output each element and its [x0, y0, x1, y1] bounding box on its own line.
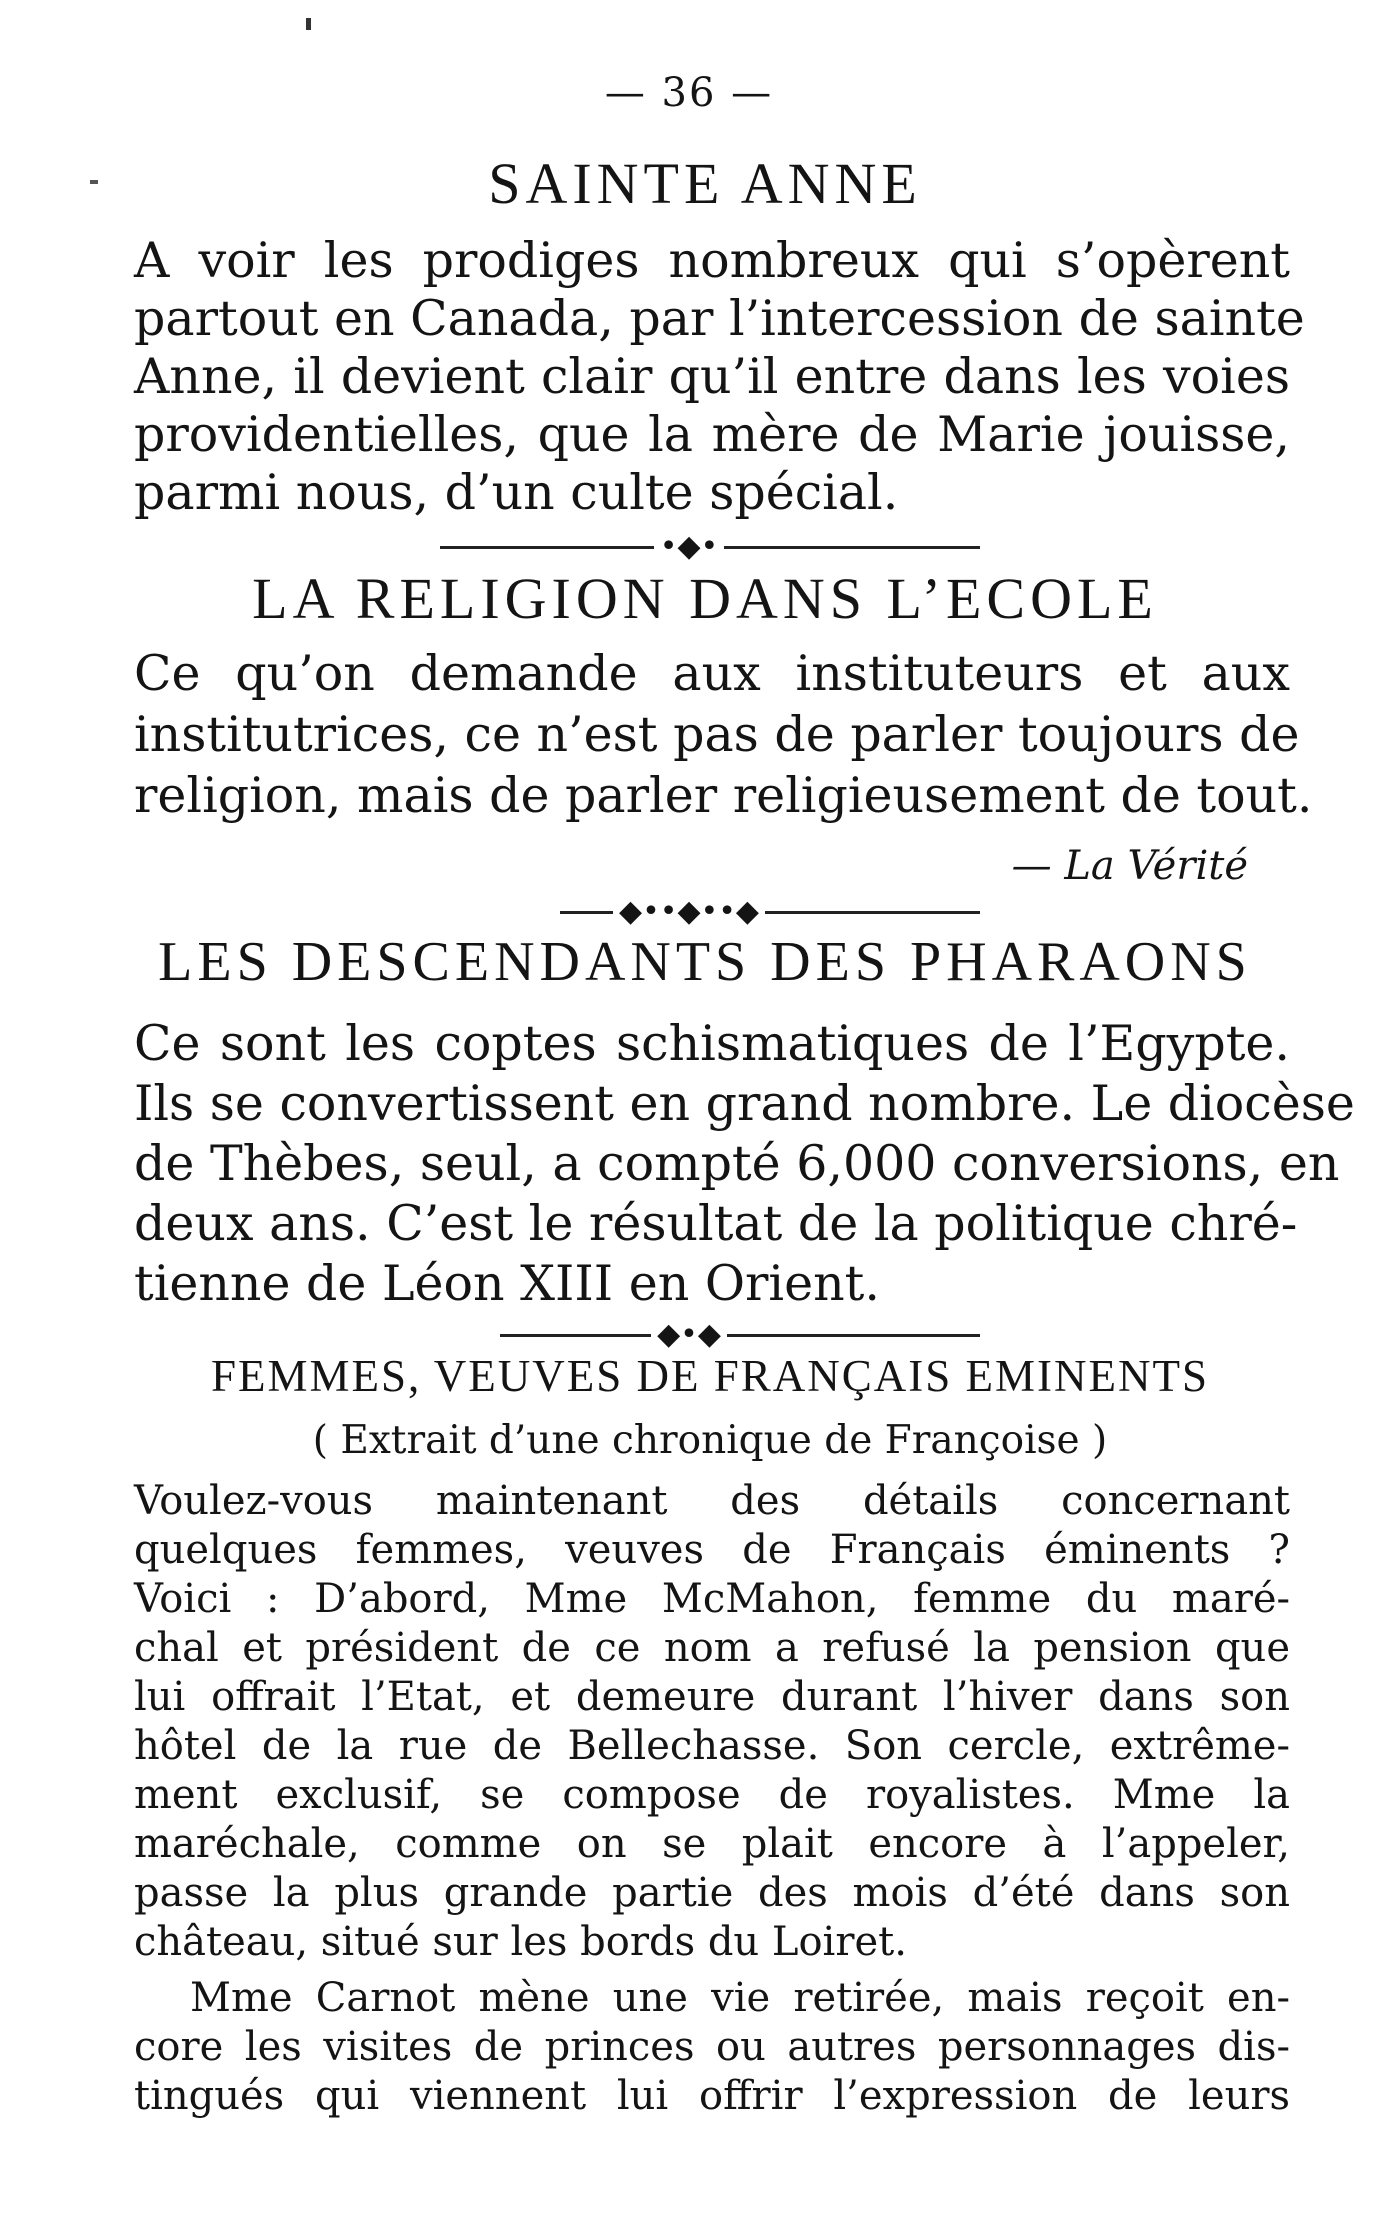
- paragraph-line: parmi nous, d’un culte spécial.: [134, 464, 899, 521]
- paragraph-line: Ils se convertissent en grand nombre. Le diocèse: [134, 1075, 1355, 1132]
- paragraph-line: lui offrait l’Etat, et demeure durant l’hiver dans son: [134, 1674, 1290, 1720]
- paragraph-line: providentielles, que la mère de Marie jouisse,: [134, 406, 1290, 463]
- paragraph-line: Ce qu’on demande aux instituteurs et aux: [134, 645, 1290, 702]
- paragraph-line: passe la plus grande partie des mois d’été dans son: [134, 1870, 1290, 1916]
- attribution: — La Vérité: [1011, 843, 1248, 889]
- section-title-religion: LA RELIGION DANS L’ECOLE: [252, 566, 1158, 631]
- paragraph-line: chal et président de ce nom a refusé la pension que: [134, 1625, 1290, 1671]
- paragraph-line: Ce sont les coptes schismatiques de l’Egypte.: [134, 1015, 1290, 1072]
- paragraph-line: Voulez-vous maintenant des détails concernant: [134, 1478, 1290, 1524]
- paragraph-line: core les visites de princes ou autres personnages dis-: [134, 2024, 1290, 2070]
- paragraph-line: château, situé sur les bords du Loiret.: [134, 1919, 907, 1965]
- section-title-femmes: FEMMES, VEUVES DE FRANÇAIS EMINENTS: [210, 1351, 1209, 1401]
- paragraph-line: tienne de Léon XIII en Orient.: [134, 1255, 880, 1312]
- paragraph-line: tingués qui viennent lui offrir l’expression de leurs: [134, 2073, 1290, 2119]
- section-title-sainte-anne: SAINTE ANNE: [488, 151, 922, 216]
- divider-ornament: •◆•: [0, 532, 1378, 562]
- divider-ornament: ◆••◆••◆: [0, 897, 1378, 927]
- paragraph-line: religion, mais de parler religieusement de tout.: [134, 767, 1313, 824]
- paragraph-line: Voici : D’abord, Mme McMahon, femme du maré-: [134, 1576, 1290, 1622]
- paragraph-line: institutrices, ce n’est pas de parler toujours de: [134, 706, 1300, 763]
- print-speck: [306, 18, 311, 30]
- paragraph-line: deux ans. C’est le résultat de la politique chré-: [134, 1195, 1298, 1252]
- divider-ornament: ◆•◆: [0, 1320, 1378, 1350]
- paragraph-line: quelques femmes, veuves de Français éminents ?: [134, 1527, 1290, 1573]
- paragraph-line: maréchale, comme on se plait encore à l’appeler,: [134, 1821, 1290, 1867]
- page-number: — 36 —: [604, 70, 774, 116]
- paragraph-line: Anne, il devient clair qu’il entre dans les voies: [134, 348, 1290, 405]
- paragraph-line: de Thèbes, seul, a compté 6,000 conversions, en: [134, 1135, 1340, 1192]
- paragraph-line: A voir les prodiges nombreux qui s’opèrent: [134, 232, 1290, 289]
- paragraph-line: hôtel de la rue de Bellechasse. Son cercle, extrême-: [134, 1723, 1290, 1769]
- section-title-pharaons: LES DESCENDANTS DES PHARAONS: [158, 931, 1252, 993]
- paragraph-line: ment exclusif, se compose de royalistes. Mme la: [134, 1772, 1290, 1818]
- print-speck: [90, 180, 98, 184]
- paragraph-line: Mme Carnot mène une vie retirée, mais reçoit en-: [190, 1975, 1290, 2021]
- paragraph-line: partout en Canada, par l’intercession de sainte: [134, 290, 1305, 347]
- section-subtitle: ( Extrait d’une chronique de Françoise ): [312, 1418, 1108, 1463]
